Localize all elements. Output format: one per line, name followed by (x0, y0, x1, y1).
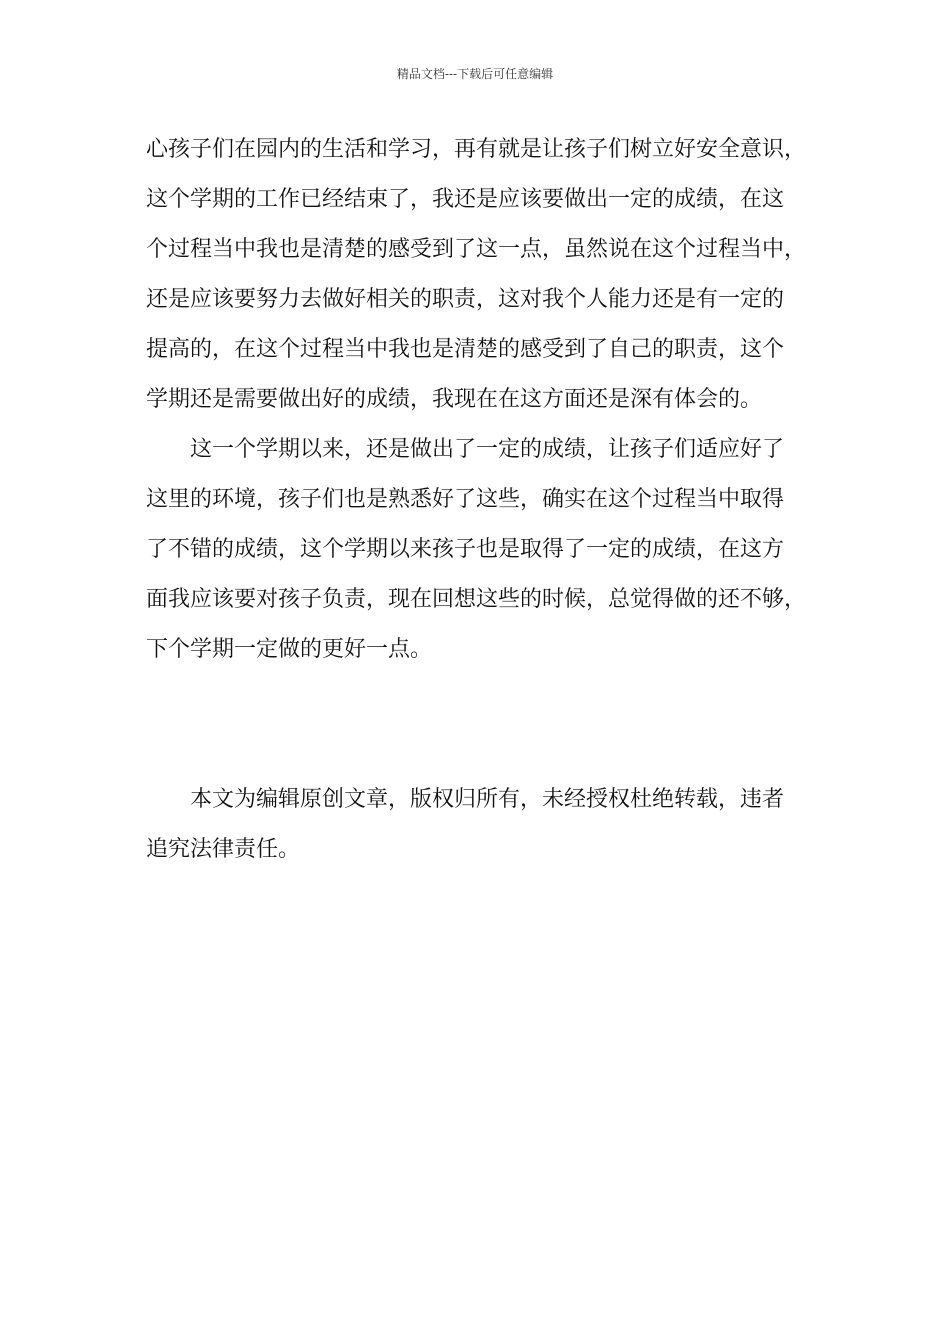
body-line: 这个学期的工作已经结束了，我还是应该要做出一定的成绩，在这 (146, 187, 785, 212)
body-line: 面我应该要对孩子负责，现在回想这些的时候，总觉得做的还不够， (146, 587, 807, 612)
body-line: 提高的，在这个过程当中我也是清楚的感受到了自己的职责，这个 (146, 337, 785, 362)
body-line: 心孩子们在园内的生活和学习，再有就是让孩子们树立好安全意识， (146, 137, 807, 162)
copyright-line: 追究法律责任。 (146, 837, 301, 862)
body-line: 下个学期一定做的更好一点。 (146, 637, 433, 662)
body-line: 了不错的成绩，这个学期以来孩子也是取得了一定的成绩，在这方 (146, 537, 785, 562)
body-line: 个过程当中我也是清楚的感受到了这一点，虽然说在这个过程当中， (146, 237, 807, 262)
body-line: 这里的环境，孩子们也是熟悉好了这些，确实在这个过程当中取得 (146, 487, 785, 512)
body-line: 这一个学期以来，还是做出了一定的成绩，让孩子们适应好了 (190, 437, 785, 462)
body-line: 学期还是需要做出好的成绩，我现在在这方面还是深有体会的。 (146, 387, 763, 412)
page-header: 精品文档---下载后可任意编辑 (396, 67, 554, 81)
copyright-line: 本文为编辑原创文章，版权归所有，未经授权杜绝转载，违者 (190, 787, 785, 812)
body-line: 还是应该要努力去做好相关的职责，这对我个人能力还是有一定的 (146, 287, 785, 312)
